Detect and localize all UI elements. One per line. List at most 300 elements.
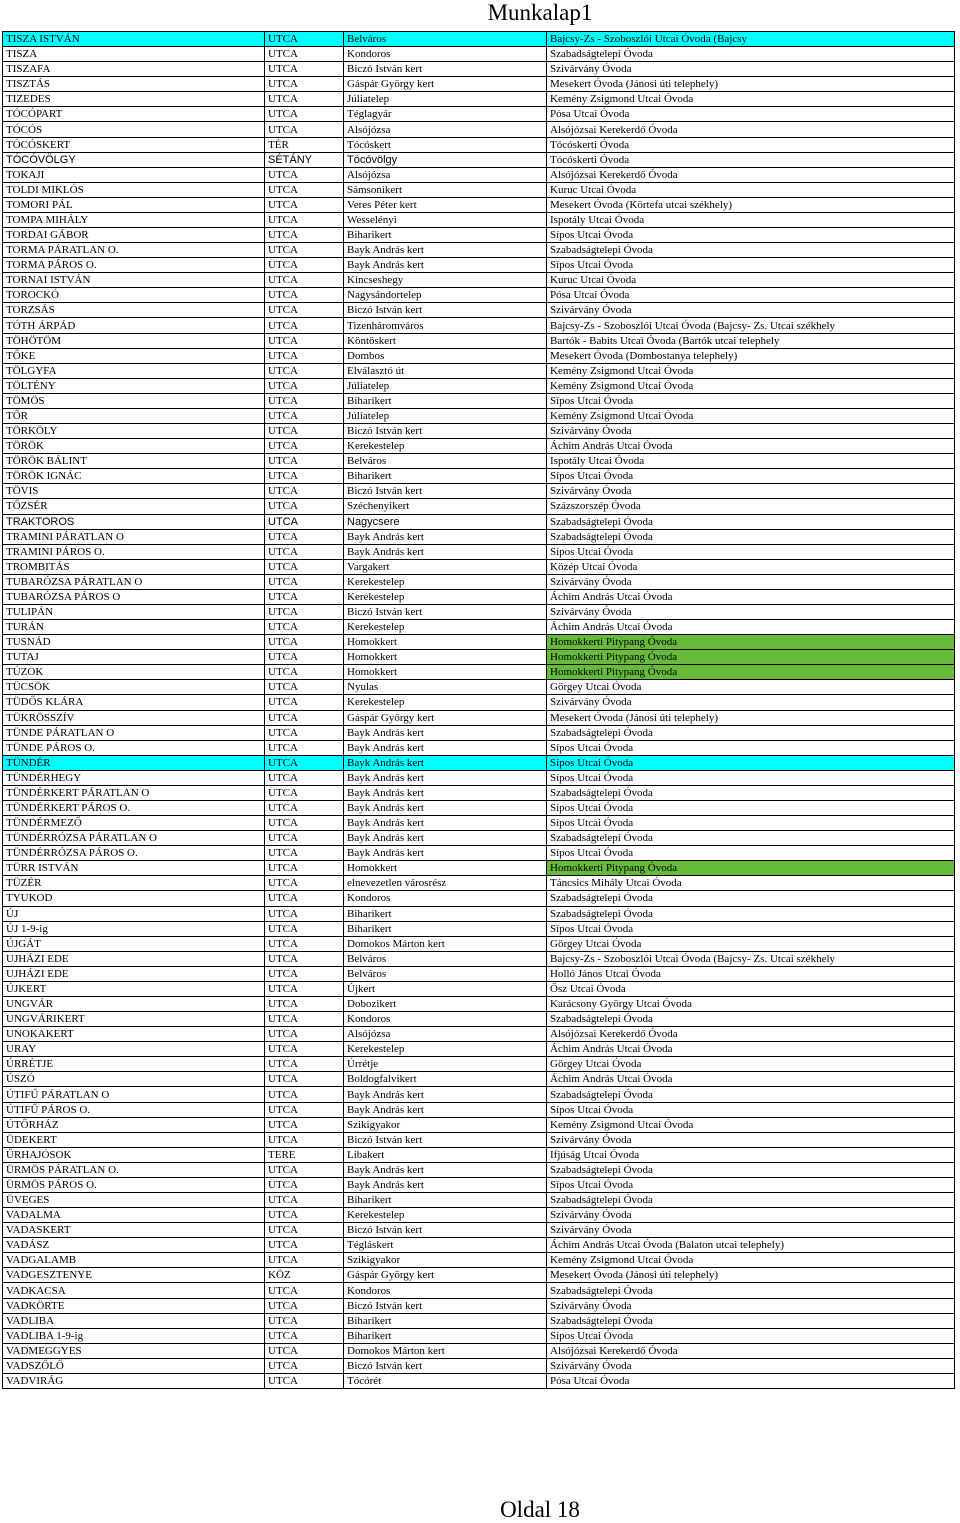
kindergarten-cell[interactable]: Sípos Utcai Óvoda	[547, 469, 955, 484]
street-type-cell[interactable]: UTCA	[265, 1328, 344, 1343]
street-name-cell[interactable]: TORNAI ISTVÁN	[3, 273, 265, 288]
street-type-cell[interactable]: UTCA	[265, 589, 344, 604]
street-type-cell[interactable]: UTCA	[265, 439, 344, 454]
district-cell[interactable]: Homokkert	[344, 861, 547, 876]
street-type-cell[interactable]: UTCA	[265, 997, 344, 1012]
street-name-cell[interactable]: TRAKTOROS	[3, 514, 265, 529]
district-cell[interactable]: Sámsonikert	[344, 182, 547, 197]
district-cell[interactable]: Szikigyakor	[344, 1253, 547, 1268]
table-row[interactable]	[3, 1072, 955, 1087]
kindergarten-cell[interactable]: Szabadságtelepi Óvoda	[547, 1162, 955, 1177]
district-cell[interactable]: Biczó István kert	[344, 1223, 547, 1238]
kindergarten-cell[interactable]: Sípos Utcai Óvoda	[547, 393, 955, 408]
kindergarten-cell[interactable]: Szabadságtelepi Óvoda	[547, 514, 955, 529]
street-name-cell[interactable]: TÜNDÉRMEZŐ	[3, 816, 265, 831]
kindergarten-cell[interactable]: Szabadságtelepi Óvoda	[547, 906, 955, 921]
district-cell[interactable]: Biczó István kert	[344, 424, 547, 439]
street-name-cell[interactable]: TYUKOD	[3, 891, 265, 906]
kindergarten-cell[interactable]: Mesekert Óvoda (Jánosi úti telephely)	[547, 77, 955, 92]
district-cell[interactable]: Wesselényi	[344, 212, 547, 227]
street-type-cell[interactable]: UTCA	[265, 77, 344, 92]
district-cell[interactable]: Bayk András kert	[344, 725, 547, 740]
street-type-cell[interactable]: UTCA	[265, 1012, 344, 1027]
street-name-cell[interactable]: ŰRHAJÓSOK	[3, 1147, 265, 1162]
kindergarten-cell[interactable]: Közép Utcai Óvoda	[547, 559, 955, 574]
street-type-cell[interactable]: UTCA	[265, 574, 344, 589]
table-row[interactable]	[3, 197, 955, 212]
table-row[interactable]	[3, 740, 955, 755]
street-name-cell[interactable]: ÜRMÖS PÁROS O.	[3, 1177, 265, 1192]
kindergarten-cell[interactable]: Szivárvány Óvoda	[547, 303, 955, 318]
street-name-cell[interactable]: TISZA	[3, 47, 265, 62]
district-cell[interactable]: Biharikert	[344, 393, 547, 408]
kindergarten-cell[interactable]: Pósa Utcai Óvoda	[547, 288, 955, 303]
table-row[interactable]	[3, 1087, 955, 1102]
district-cell[interactable]: Kondoros	[344, 1283, 547, 1298]
table-row[interactable]	[3, 1343, 955, 1358]
table-row[interactable]	[3, 303, 955, 318]
street-name-cell[interactable]: TÜKRÖSSZÍV	[3, 710, 265, 725]
street-name-cell[interactable]: TÜNDÉRKERT PÁROS O.	[3, 800, 265, 815]
kindergarten-cell[interactable]: Sípos Utcai Óvoda	[547, 846, 955, 861]
kindergarten-cell[interactable]: Görgey Utcai Óvoda	[547, 1057, 955, 1072]
street-type-cell[interactable]: UTCA	[265, 1298, 344, 1313]
district-cell[interactable]: Bayk András kert	[344, 755, 547, 770]
kindergarten-cell[interactable]: Kuruc Utcai Óvoda	[547, 273, 955, 288]
street-type-cell[interactable]: UTCA	[265, 1057, 344, 1072]
street-name-cell[interactable]: TUSNÁD	[3, 635, 265, 650]
street-name-cell[interactable]: TUTAJ	[3, 650, 265, 665]
street-name-cell[interactable]: TOROCKÓ	[3, 288, 265, 303]
street-type-cell[interactable]: UTCA	[265, 212, 344, 227]
kindergarten-cell[interactable]: Sípos Utcai Óvoda	[547, 228, 955, 243]
kindergarten-cell[interactable]: Szabadságtelepi Óvoda	[547, 1283, 955, 1298]
kindergarten-cell[interactable]: Görgey Utcai Óvoda	[547, 680, 955, 695]
street-type-cell[interactable]: UTCA	[265, 303, 344, 318]
kindergarten-cell[interactable]: Sípos Utcai Óvoda	[547, 816, 955, 831]
table-row[interactable]	[3, 1283, 955, 1298]
street-type-cell[interactable]: UTCA	[265, 228, 344, 243]
street-name-cell[interactable]: ÜRMÖS PÁRATLAN O.	[3, 1162, 265, 1177]
street-name-cell[interactable]: TŐZSÉR	[3, 499, 265, 514]
street-type-cell[interactable]: UTCA	[265, 243, 344, 258]
table-row[interactable]	[3, 936, 955, 951]
district-cell[interactable]: Kerekestelep	[344, 620, 547, 635]
kindergarten-cell[interactable]: Kemény Zsigmond Utcai Óvoda	[547, 1117, 955, 1132]
street-name-cell[interactable]: TOKAJI	[3, 167, 265, 182]
street-type-cell[interactable]: UTCA	[265, 424, 344, 439]
street-type-cell[interactable]: UTCA	[265, 122, 344, 137]
street-type-cell[interactable]: UTCA	[265, 635, 344, 650]
table-row[interactable]	[3, 1102, 955, 1117]
district-cell[interactable]: Boldogfalvikert	[344, 1072, 547, 1087]
kindergarten-cell[interactable]: Pósa Utcai Óvoda	[547, 107, 955, 122]
kindergarten-cell[interactable]: Alsójózsai Kerekerdő Óvoda	[547, 167, 955, 182]
street-type-cell[interactable]: UTCA	[265, 1087, 344, 1102]
district-cell[interactable]: Júliatelep	[344, 378, 547, 393]
district-cell[interactable]: Kerekestelep	[344, 1208, 547, 1223]
district-cell[interactable]: Kondoros	[344, 891, 547, 906]
street-name-cell[interactable]: ÜDEKERT	[3, 1132, 265, 1147]
kindergarten-cell[interactable]: Szabadságtelepi Óvoda	[547, 1012, 955, 1027]
district-cell[interactable]: Biharikert	[344, 228, 547, 243]
street-type-cell[interactable]: UTCA	[265, 785, 344, 800]
kindergarten-cell[interactable]: Ispotály Utcai Óvoda	[547, 454, 955, 469]
district-cell[interactable]: Téglagyár	[344, 107, 547, 122]
table-row[interactable]	[3, 559, 955, 574]
street-type-cell[interactable]: UTCA	[265, 318, 344, 333]
kindergarten-cell[interactable]: Szabadságtelepi Óvoda	[547, 785, 955, 800]
district-cell[interactable]: Biczó István kert	[344, 1358, 547, 1373]
street-name-cell[interactable]: TÜNDÉRRÓZSA PÁRATLAN O	[3, 831, 265, 846]
district-cell[interactable]: Tócóvölgy	[344, 152, 547, 167]
table-row[interactable]	[3, 212, 955, 227]
street-type-cell[interactable]: TÉR	[265, 137, 344, 152]
table-row[interactable]	[3, 152, 955, 167]
table-row[interactable]	[3, 800, 955, 815]
street-type-cell[interactable]: UTCA	[265, 650, 344, 665]
kindergarten-cell[interactable]: Ősz Utcai Óvoda	[547, 981, 955, 996]
street-type-cell[interactable]: UTCA	[265, 951, 344, 966]
table-row[interactable]	[3, 1238, 955, 1253]
table-row[interactable]	[3, 1208, 955, 1223]
district-cell[interactable]: Bayk András kert	[344, 1162, 547, 1177]
street-name-cell[interactable]: VADGALAMB	[3, 1253, 265, 1268]
table-row[interactable]	[3, 620, 955, 635]
district-cell[interactable]: Domokos Márton kert	[344, 1343, 547, 1358]
kindergarten-cell[interactable]: Szabadságtelepi Óvoda	[547, 891, 955, 906]
district-cell[interactable]: Biharikert	[344, 921, 547, 936]
street-name-cell[interactable]: VADGESZTENYE	[3, 1268, 265, 1283]
street-type-cell[interactable]: UTCA	[265, 1238, 344, 1253]
street-name-cell[interactable]: TOMPA MIHÁLY	[3, 212, 265, 227]
kindergarten-cell[interactable]: Ispotály Utcai Óvoda	[547, 212, 955, 227]
street-name-cell[interactable]: TULIPÁN	[3, 604, 265, 619]
kindergarten-cell[interactable]: Kuruc Utcai Óvoda	[547, 182, 955, 197]
kindergarten-cell[interactable]: Szabadságtelepi Óvoda	[547, 831, 955, 846]
district-cell[interactable]: Biharikert	[344, 1193, 547, 1208]
table-row[interactable]	[3, 424, 955, 439]
street-name-cell[interactable]: TÜNDÉR	[3, 755, 265, 770]
street-name-cell[interactable]: TÓCÓS	[3, 122, 265, 137]
street-type-cell[interactable]: UTCA	[265, 966, 344, 981]
kindergarten-cell[interactable]: Szabadságtelepi Óvoda	[547, 47, 955, 62]
district-cell[interactable]: Belváros	[344, 966, 547, 981]
street-type-cell[interactable]: UTCA	[265, 981, 344, 996]
district-cell[interactable]: Vargakert	[344, 559, 547, 574]
street-type-cell[interactable]: UTCA	[265, 197, 344, 212]
kindergarten-cell[interactable]: Holló János Utcai Óvoda	[547, 966, 955, 981]
district-cell[interactable]: Alsójózsa	[344, 167, 547, 182]
street-type-cell[interactable]: UTCA	[265, 514, 344, 529]
kindergarten-cell[interactable]: Pósa Utcai Óvoda	[547, 1373, 955, 1388]
street-name-cell[interactable]: TÖLTÉNY	[3, 378, 265, 393]
table-row[interactable]	[3, 1012, 955, 1027]
street-type-cell[interactable]: UTCA	[265, 1117, 344, 1132]
district-cell[interactable]: Gáspár György kert	[344, 77, 547, 92]
street-type-cell[interactable]: UTCA	[265, 710, 344, 725]
district-cell[interactable]: Szikigyakor	[344, 1117, 547, 1132]
street-name-cell[interactable]: TOMORI PÁL	[3, 197, 265, 212]
table-row[interactable]	[3, 122, 955, 137]
table-row[interactable]	[3, 167, 955, 182]
street-type-cell[interactable]: UTCA	[265, 1102, 344, 1117]
street-name-cell[interactable]: TÓTH ÁRPÁD	[3, 318, 265, 333]
kindergarten-cell[interactable]: Áchim András Utcai Óvoda (Balaton utcai telephely)	[547, 1238, 955, 1253]
district-cell[interactable]: Biczó István kert	[344, 484, 547, 499]
street-name-cell[interactable]: TUBARÓZSA PÁRATLAN O	[3, 574, 265, 589]
table-row[interactable]	[3, 906, 955, 921]
street-type-cell[interactable]: UTCA	[265, 469, 344, 484]
kindergarten-cell[interactable]: Bartók - Babits Utcai Óvoda (Bartók utcai telephely	[547, 333, 955, 348]
kindergarten-cell[interactable]: Bajcsy-Zs - Szoboszlói Utcai Óvoda (Bajcsy- Zs. Utcai székhely	[547, 951, 955, 966]
street-name-cell[interactable]: VADASKERT	[3, 1223, 265, 1238]
street-type-cell[interactable]: UTCA	[265, 167, 344, 182]
street-type-cell[interactable]: UTCA	[265, 906, 344, 921]
district-cell[interactable]: Júliatelep	[344, 92, 547, 107]
street-type-cell[interactable]: UTCA	[265, 936, 344, 951]
kindergarten-cell[interactable]: Kemény Zsigmond Utcai Óvoda	[547, 363, 955, 378]
table-row[interactable]	[3, 650, 955, 665]
street-name-cell[interactable]: VADLIBA 1-9-ig	[3, 1328, 265, 1343]
kindergarten-cell[interactable]: Szivárvány Óvoda	[547, 1132, 955, 1147]
street-type-cell[interactable]: UTCA	[265, 32, 344, 47]
table-row[interactable]	[3, 574, 955, 589]
street-type-cell[interactable]: UTCA	[265, 1208, 344, 1223]
street-name-cell[interactable]: TORMA PÁROS O.	[3, 258, 265, 273]
kindergarten-cell[interactable]: Mesekert Óvoda (Dombostanya telephely)	[547, 348, 955, 363]
street-name-cell[interactable]: ÚSZÓ	[3, 1072, 265, 1087]
district-cell[interactable]: Kincseshegy	[344, 273, 547, 288]
street-name-cell[interactable]: ÚJ 1-9-ig	[3, 921, 265, 936]
street-name-cell[interactable]: TISZA ISTVÁN	[3, 32, 265, 47]
street-name-cell[interactable]: TŐR	[3, 408, 265, 423]
street-type-cell[interactable]: UTCA	[265, 47, 344, 62]
table-row[interactable]	[3, 92, 955, 107]
district-cell[interactable]: Kondoros	[344, 1012, 547, 1027]
street-name-cell[interactable]: ÚJ	[3, 906, 265, 921]
street-type-cell[interactable]: TERE	[265, 1147, 344, 1162]
table-row[interactable]	[3, 604, 955, 619]
street-type-cell[interactable]: UTCA	[265, 891, 344, 906]
street-type-cell[interactable]: UTCA	[265, 1373, 344, 1388]
street-type-cell[interactable]: UTCA	[265, 107, 344, 122]
street-type-cell[interactable]: UTCA	[265, 499, 344, 514]
district-cell[interactable]: Bayk András kert	[344, 544, 547, 559]
table-row[interactable]	[3, 680, 955, 695]
district-cell[interactable]: Bayk András kert	[344, 785, 547, 800]
street-name-cell[interactable]: ÜVEGES	[3, 1193, 265, 1208]
street-type-cell[interactable]: UTCA	[265, 1072, 344, 1087]
table-row[interactable]	[3, 288, 955, 303]
street-name-cell[interactable]: ÚJKERT	[3, 981, 265, 996]
street-name-cell[interactable]: TRAMINI PÁRATLAN O	[3, 529, 265, 544]
district-cell[interactable]: Homokkert	[344, 665, 547, 680]
table-row[interactable]	[3, 107, 955, 122]
kindergarten-cell[interactable]: Szivárvány Óvoda	[547, 62, 955, 77]
table-row[interactable]	[3, 635, 955, 650]
table-row[interactable]	[3, 831, 955, 846]
kindergarten-cell[interactable]: Szabadságtelepi Óvoda	[547, 1313, 955, 1328]
street-type-cell[interactable]: UTCA	[265, 1027, 344, 1042]
district-cell[interactable]: elnevezetlen városrész	[344, 876, 547, 891]
street-name-cell[interactable]: ÚTIFŰ PÁROS O.	[3, 1102, 265, 1117]
table-row[interactable]	[3, 77, 955, 92]
district-cell[interactable]: Belváros	[344, 32, 547, 47]
street-type-cell[interactable]: UTCA	[265, 182, 344, 197]
district-cell[interactable]: Bayk András kert	[344, 243, 547, 258]
district-cell[interactable]: Nagycsere	[344, 514, 547, 529]
street-name-cell[interactable]: UJHÁZI EDE	[3, 951, 265, 966]
street-name-cell[interactable]: VADLIBA	[3, 1313, 265, 1328]
district-cell[interactable]: Újkert	[344, 981, 547, 996]
table-row[interactable]	[3, 846, 955, 861]
street-name-cell[interactable]: TŐKE	[3, 348, 265, 363]
street-type-cell[interactable]: UTCA	[265, 1343, 344, 1358]
table-row[interactable]	[3, 544, 955, 559]
street-name-cell[interactable]: UNGVÁRIKERT	[3, 1012, 265, 1027]
street-name-cell[interactable]: UNOKAKERT	[3, 1027, 265, 1042]
table-row[interactable]	[3, 710, 955, 725]
street-type-cell[interactable]: UTCA	[265, 800, 344, 815]
table-row[interactable]	[3, 1027, 955, 1042]
kindergarten-cell[interactable]: Tócóskerti Óvoda	[547, 152, 955, 167]
table-row[interactable]	[3, 876, 955, 891]
street-name-cell[interactable]: TÜNDE PÁRATLAN O	[3, 725, 265, 740]
district-cell[interactable]: Homokkert	[344, 650, 547, 665]
kindergarten-cell[interactable]: Szivárvány Óvoda	[547, 1298, 955, 1313]
street-name-cell[interactable]: TÜCSÖK	[3, 680, 265, 695]
kindergarten-cell[interactable]: Szivárvány Óvoda	[547, 695, 955, 710]
district-cell[interactable]: Bayk András kert	[344, 740, 547, 755]
kindergarten-cell[interactable]: Sípos Utcai Óvoda	[547, 921, 955, 936]
kindergarten-cell[interactable]: Áchim András Utcai Óvoda	[547, 589, 955, 604]
street-name-cell[interactable]: VADVIRÁG	[3, 1373, 265, 1388]
street-type-cell[interactable]: UTCA	[265, 559, 344, 574]
kindergarten-cell[interactable]: Homokkerti Pitypang Óvoda	[547, 635, 955, 650]
street-type-cell[interactable]: UTCA	[265, 529, 344, 544]
district-cell[interactable]: Tócóskert	[344, 137, 547, 152]
street-type-cell[interactable]: UTCA	[265, 92, 344, 107]
street-name-cell[interactable]: TORZSÁS	[3, 303, 265, 318]
table-row[interactable]	[3, 966, 955, 981]
street-type-cell[interactable]: UTCA	[265, 1162, 344, 1177]
street-type-cell[interactable]: UTCA	[265, 1313, 344, 1328]
street-type-cell[interactable]: UTCA	[265, 62, 344, 77]
district-cell[interactable]: Bayk András kert	[344, 529, 547, 544]
district-cell[interactable]: Belváros	[344, 454, 547, 469]
kindergarten-cell[interactable]: Sípos Utcai Óvoda	[547, 740, 955, 755]
street-name-cell[interactable]: TÖHÖTÖM	[3, 333, 265, 348]
street-name-cell[interactable]: TUBARÓZSA PÁROS O	[3, 589, 265, 604]
kindergarten-cell[interactable]: Szabadságtelepi Óvoda	[547, 725, 955, 740]
kindergarten-cell[interactable]: Homokkerti Pitypang Óvoda	[547, 665, 955, 680]
street-type-cell[interactable]: UTCA	[265, 604, 344, 619]
district-cell[interactable]: Kerekestelep	[344, 439, 547, 454]
kindergarten-cell[interactable]: Sípos Utcai Óvoda	[547, 1177, 955, 1192]
street-type-cell[interactable]: UTCA	[265, 454, 344, 469]
street-type-cell[interactable]: UTCA	[265, 876, 344, 891]
kindergarten-cell[interactable]: Szivárvány Óvoda	[547, 1358, 955, 1373]
street-name-cell[interactable]: TÜNDÉRKERT PÁRATLAN O	[3, 785, 265, 800]
table-row[interactable]	[3, 1298, 955, 1313]
table-row[interactable]	[3, 1162, 955, 1177]
table-row[interactable]	[3, 1193, 955, 1208]
table-row[interactable]	[3, 665, 955, 680]
table-row[interactable]	[3, 1132, 955, 1147]
table-row[interactable]	[3, 228, 955, 243]
kindergarten-cell[interactable]: Homokkerti Pitypang Óvoda	[547, 650, 955, 665]
kindergarten-cell[interactable]: Százszorszép Óvoda	[547, 499, 955, 514]
street-name-cell[interactable]: TURÁN	[3, 620, 265, 635]
table-row[interactable]	[3, 1253, 955, 1268]
street-type-cell[interactable]: UTCA	[265, 861, 344, 876]
district-cell[interactable]: Széchenyikert	[344, 499, 547, 514]
table-row[interactable]	[3, 755, 955, 770]
street-type-cell[interactable]: UTCA	[265, 258, 344, 273]
table-row[interactable]	[3, 363, 955, 378]
district-cell[interactable]: Alsójózsa	[344, 1027, 547, 1042]
street-name-cell[interactable]: TÜDŐS KLÁRA	[3, 695, 265, 710]
table-row[interactable]	[3, 1358, 955, 1373]
district-cell[interactable]: Bayk András kert	[344, 770, 547, 785]
table-row[interactable]	[3, 182, 955, 197]
street-name-cell[interactable]: TÜRR ISTVÁN	[3, 861, 265, 876]
street-name-cell[interactable]: URAY	[3, 1042, 265, 1057]
street-name-cell[interactable]: TISZAFA	[3, 62, 265, 77]
table-row[interactable]	[3, 1373, 955, 1388]
street-name-cell[interactable]: TÓCÓSKERT	[3, 137, 265, 152]
kindergarten-cell[interactable]: Áchim András Utcai Óvoda	[547, 1072, 955, 1087]
street-type-cell[interactable]: UTCA	[265, 665, 344, 680]
district-cell[interactable]: Bayk András kert	[344, 816, 547, 831]
street-name-cell[interactable]: TÖRÖK IGNÁC	[3, 469, 265, 484]
district-cell[interactable]: Elválasztó út	[344, 363, 547, 378]
district-cell[interactable]: Kondoros	[344, 47, 547, 62]
street-name-cell[interactable]: TÖVIS	[3, 484, 265, 499]
kindergarten-cell[interactable]: Karácsony György Utcai Óvoda	[547, 997, 955, 1012]
district-cell[interactable]: Gáspár György kert	[344, 1268, 547, 1283]
district-cell[interactable]: Biharikert	[344, 1328, 547, 1343]
street-type-cell[interactable]: UTCA	[265, 620, 344, 635]
district-cell[interactable]: Biczó István kert	[344, 62, 547, 77]
table-row[interactable]	[3, 891, 955, 906]
street-type-cell[interactable]: UTCA	[265, 333, 344, 348]
table-row[interactable]	[3, 469, 955, 484]
kindergarten-cell[interactable]: Szivárvány Óvoda	[547, 484, 955, 499]
table-row[interactable]	[3, 861, 955, 876]
street-name-cell[interactable]: VADKÖRTE	[3, 1298, 265, 1313]
street-type-cell[interactable]: UTCA	[265, 725, 344, 740]
kindergarten-cell[interactable]: Kemény Zsigmond Utcai Óvoda	[547, 408, 955, 423]
table-row[interactable]	[3, 62, 955, 77]
kindergarten-cell[interactable]: Áchim András Utcai Óvoda	[547, 439, 955, 454]
district-cell[interactable]: Bayk András kert	[344, 800, 547, 815]
street-name-cell[interactable]: TIZEDES	[3, 92, 265, 107]
district-cell[interactable]: Veres Péter kert	[344, 197, 547, 212]
kindergarten-cell[interactable]: Homokkerti Pitypang Óvoda	[547, 861, 955, 876]
street-name-cell[interactable]: ÚJGÁT	[3, 936, 265, 951]
street-type-cell[interactable]: UTCA	[265, 1283, 344, 1298]
street-name-cell[interactable]: TROMBITÁS	[3, 559, 265, 574]
street-type-cell[interactable]: UTCA	[265, 846, 344, 861]
kindergarten-cell[interactable]: Szabadságtelepi Óvoda	[547, 529, 955, 544]
kindergarten-cell[interactable]: Alsójózsai Kerekerdő Óvoda	[547, 1343, 955, 1358]
street-name-cell[interactable]: TÜNDE PÁROS O.	[3, 740, 265, 755]
table-row[interactable]	[3, 32, 955, 47]
kindergarten-cell[interactable]: Alsójózsai Kerekerdő Óvoda	[547, 1027, 955, 1042]
district-cell[interactable]: Kerekestelep	[344, 589, 547, 604]
